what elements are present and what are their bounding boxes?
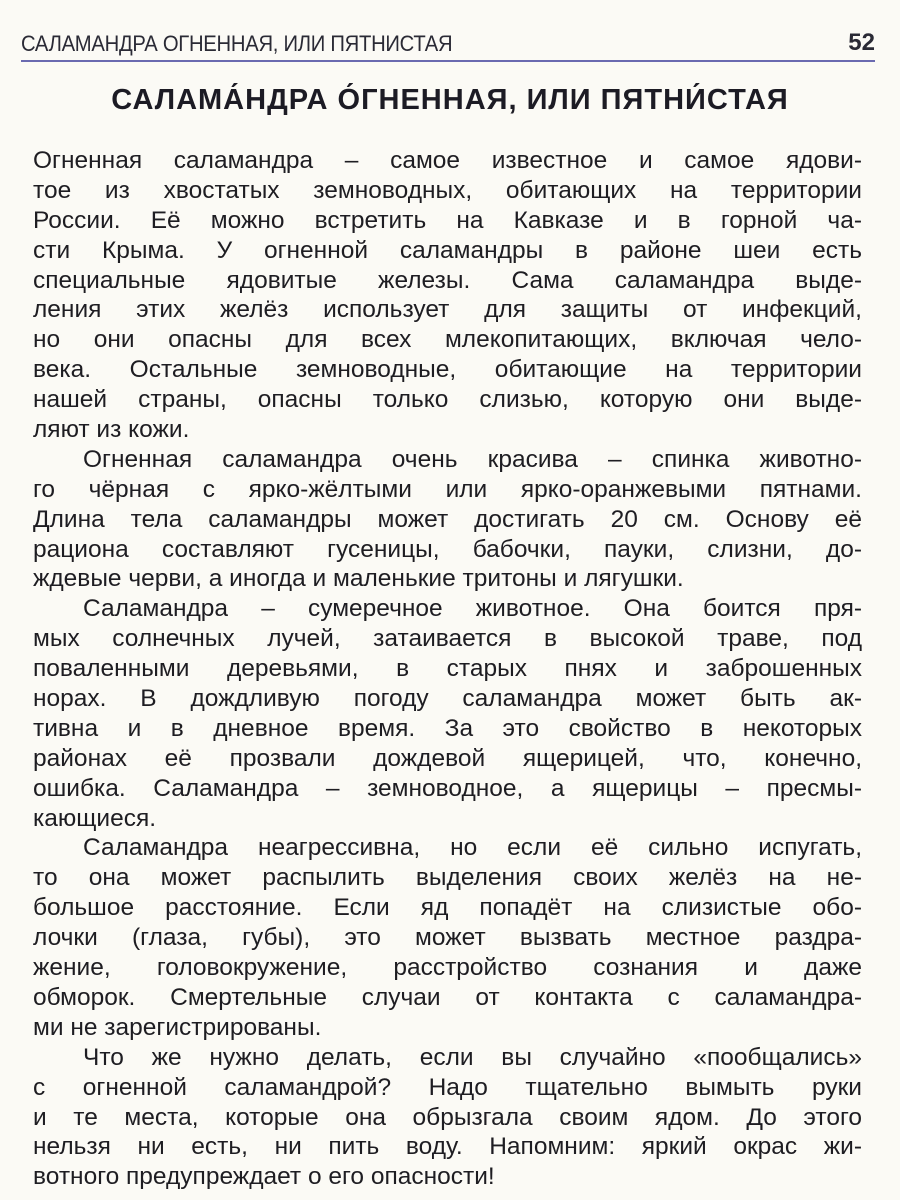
text-line: Что же нужно делать, если вы случайно «пообщались» [83, 1043, 862, 1071]
text-line: жение, головокружение, расстройство сознания и даже [33, 954, 862, 982]
article-body [33, 146, 862, 1192]
text-line: обморок. Смертельные случаи от контакта с саламандра- [33, 983, 862, 1011]
text-line: сти Крыма. У огненной саламандры в районе шеи есть [33, 236, 862, 264]
text-line: Длина тела саламандры может достигать 20 см. Основу её [33, 505, 862, 533]
text-line: ления этих желёз использует для защиты от инфекций, [33, 296, 862, 324]
page-number: 52 [848, 29, 875, 56]
text-line: тивна и в дневное время. За это свойство в некоторых [33, 714, 862, 742]
text-line: России. Её можно встретить на Кавказе и в горной ча- [33, 206, 862, 234]
text-line: большое расстояние. Если яд попадёт на слизистые обо- [33, 894, 862, 922]
text-line: специальные ядовитые железы. Сама саламандра выде- [33, 266, 862, 294]
text-line: Огненная саламандра очень красива – спинка животно- [83, 445, 862, 473]
text-line: районах её прозвали дождевой ящерицей, что, конечно, [33, 744, 862, 772]
text-line: и те места, которые она обрызгала своим ядом. До этого [33, 1103, 862, 1131]
text-line: нельзя ни есть, ни пить воду. Напомним: яркий окрас жи- [33, 1133, 862, 1161]
text-line: ми не зарегистрированы. [33, 1013, 322, 1041]
text-line: с огненной саламандрой? Надо тщательно вымыть руки [33, 1073, 862, 1101]
paragraph [33, 146, 862, 445]
text-line: рациона составляют гусеницы, бабочки, пауки, слизни, до- [33, 535, 862, 563]
text-line: века. Остальные земноводные, обитающие на территории [33, 356, 862, 384]
paragraph [33, 594, 862, 833]
running-header [21, 26, 875, 62]
text-line: вотного предупреждает о его опасности! [33, 1163, 495, 1191]
text-line: ждевые черви, а иногда и маленькие тритоны и лягушки. [33, 565, 684, 593]
running-title: САЛАМАНДРА ОГНЕННАЯ, ИЛИ ПЯТНИСТАЯ [21, 31, 453, 56]
text-line: Саламандра неагрессивна, но если её сильно испугать, [83, 834, 862, 862]
text-line: тое из хвостатых земноводных, обитающих на территории [33, 176, 862, 204]
paragraph [33, 833, 862, 1042]
text-line: поваленными деревьями, в старых пнях и заброшенных [33, 655, 862, 683]
text-line: то она может распылить выделения своих желёз на не- [33, 864, 862, 892]
text-line: нашей страны, опасны только слизью, которую они выде- [33, 386, 862, 414]
text-line: норах. В дождливую погоду саламандра может быть ак- [33, 685, 862, 713]
article-title: САЛАМА́НДРА О́ГНЕННАЯ, ИЛИ ПЯТНИ́СТАЯ [111, 84, 789, 116]
paragraph [33, 1043, 862, 1192]
text-line: Саламандра – сумеречное животное. Она боится пря- [83, 595, 862, 623]
text-line: мых солнечных лучей, затаивается в высокой траве, под [33, 625, 862, 653]
text-line: го чёрная с ярко-жёлтыми или ярко-оранжевыми пятнами. [33, 475, 862, 503]
text-line: ляют из кожи. [33, 416, 190, 444]
paragraph [33, 445, 862, 594]
text-line: но они опасны для всех млекопитающих, включая чело- [33, 326, 862, 354]
text-line: лочки (глаза, губы), это может вызвать местное раздра- [33, 924, 862, 952]
text-line: Огненная саламандра – самое известное и самое ядови- [33, 147, 862, 174]
text-line: ошибка. Саламандра – земноводное, а ящерицы – пресмы- [33, 774, 862, 802]
text-line: кающиеся. [33, 804, 157, 832]
